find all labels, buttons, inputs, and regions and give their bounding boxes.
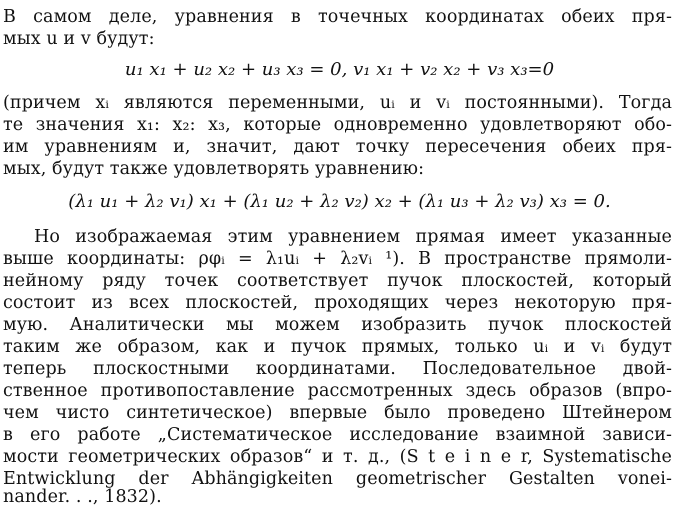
paragraph-line-16: в его работе „Систематическое исследование взаимной зависи- (3, 425, 672, 445)
paragraph-line-5: им уравнениям и, значит, дают точку пересечения обеих пря- (3, 137, 672, 157)
paragraph-line-18: Entwicklung der Abhängigkeiten geometrischer Gestalten vonei- (3, 469, 672, 489)
paragraph-line-1: В самом деле, уравнения в точечных координатах обеих пря- (3, 7, 672, 27)
paragraph-line-7: Но изображаемая этим уравнением прямая имеет указанные (34, 227, 672, 247)
paragraph-line-12: таким же образом, как и пучок прямых, только uᵢ и vᵢ будут (3, 337, 672, 357)
formula-line-equations: u₁ x₁ + u₂ x₂ + u₃ x₃ = 0, v₁ x₁ + v₂ x₂ + v₃ x₃=0 (124, 59, 555, 80)
paragraph-line-10: состоит из всех плоскостей, проходящих через некоторую пря- (3, 293, 672, 313)
paragraph-line-17: мости геометрических образов“ и т. д., (S t e i n e r, Systematische (3, 447, 672, 467)
paragraph-line-14: ственное противопоставление рассмотренных здесь образов (впро- (3, 381, 672, 401)
paragraph-line-9: нейному ряду точек соответствует пучок плоскостей, который (3, 271, 672, 291)
paragraph-line-8: выше координаты: ρφᵢ = λ₁uᵢ + λ₂vᵢ ¹). В пространстве прямоли- (3, 249, 672, 269)
paragraph-line-19: nander. . ., 1832). (3, 487, 162, 507)
paragraph-line-15: чем чисто синтетическое) впервые было проведено Штейнером (3, 403, 672, 423)
paragraph-line-11: мую. Аналитически мы можем изобразить пучок плоскостей (3, 315, 672, 335)
paragraph-line-6: мых, будут также удовлетворять уравнению: (3, 159, 425, 179)
paragraph-line-2: мых u и v будут: (3, 29, 155, 49)
formula-line-combination: (λ₁ u₁ + λ₂ v₁) x₁ + (λ₁ u₂ + λ₂ v₂) x₂ + (λ₁ u₃ + λ₂ v₃) x₃ = 0. (68, 191, 611, 212)
paragraph-line-3: (причем xᵢ являются переменными, uᵢ и vᵢ постоянными). Тогда (3, 93, 672, 113)
paragraph-line-13: теперь плоскостными координатами. Последовательное двой- (3, 359, 672, 379)
paragraph-line-4: те значения x₁: x₂: x₃, которые одновременно удовлетворяют обо- (3, 115, 672, 135)
